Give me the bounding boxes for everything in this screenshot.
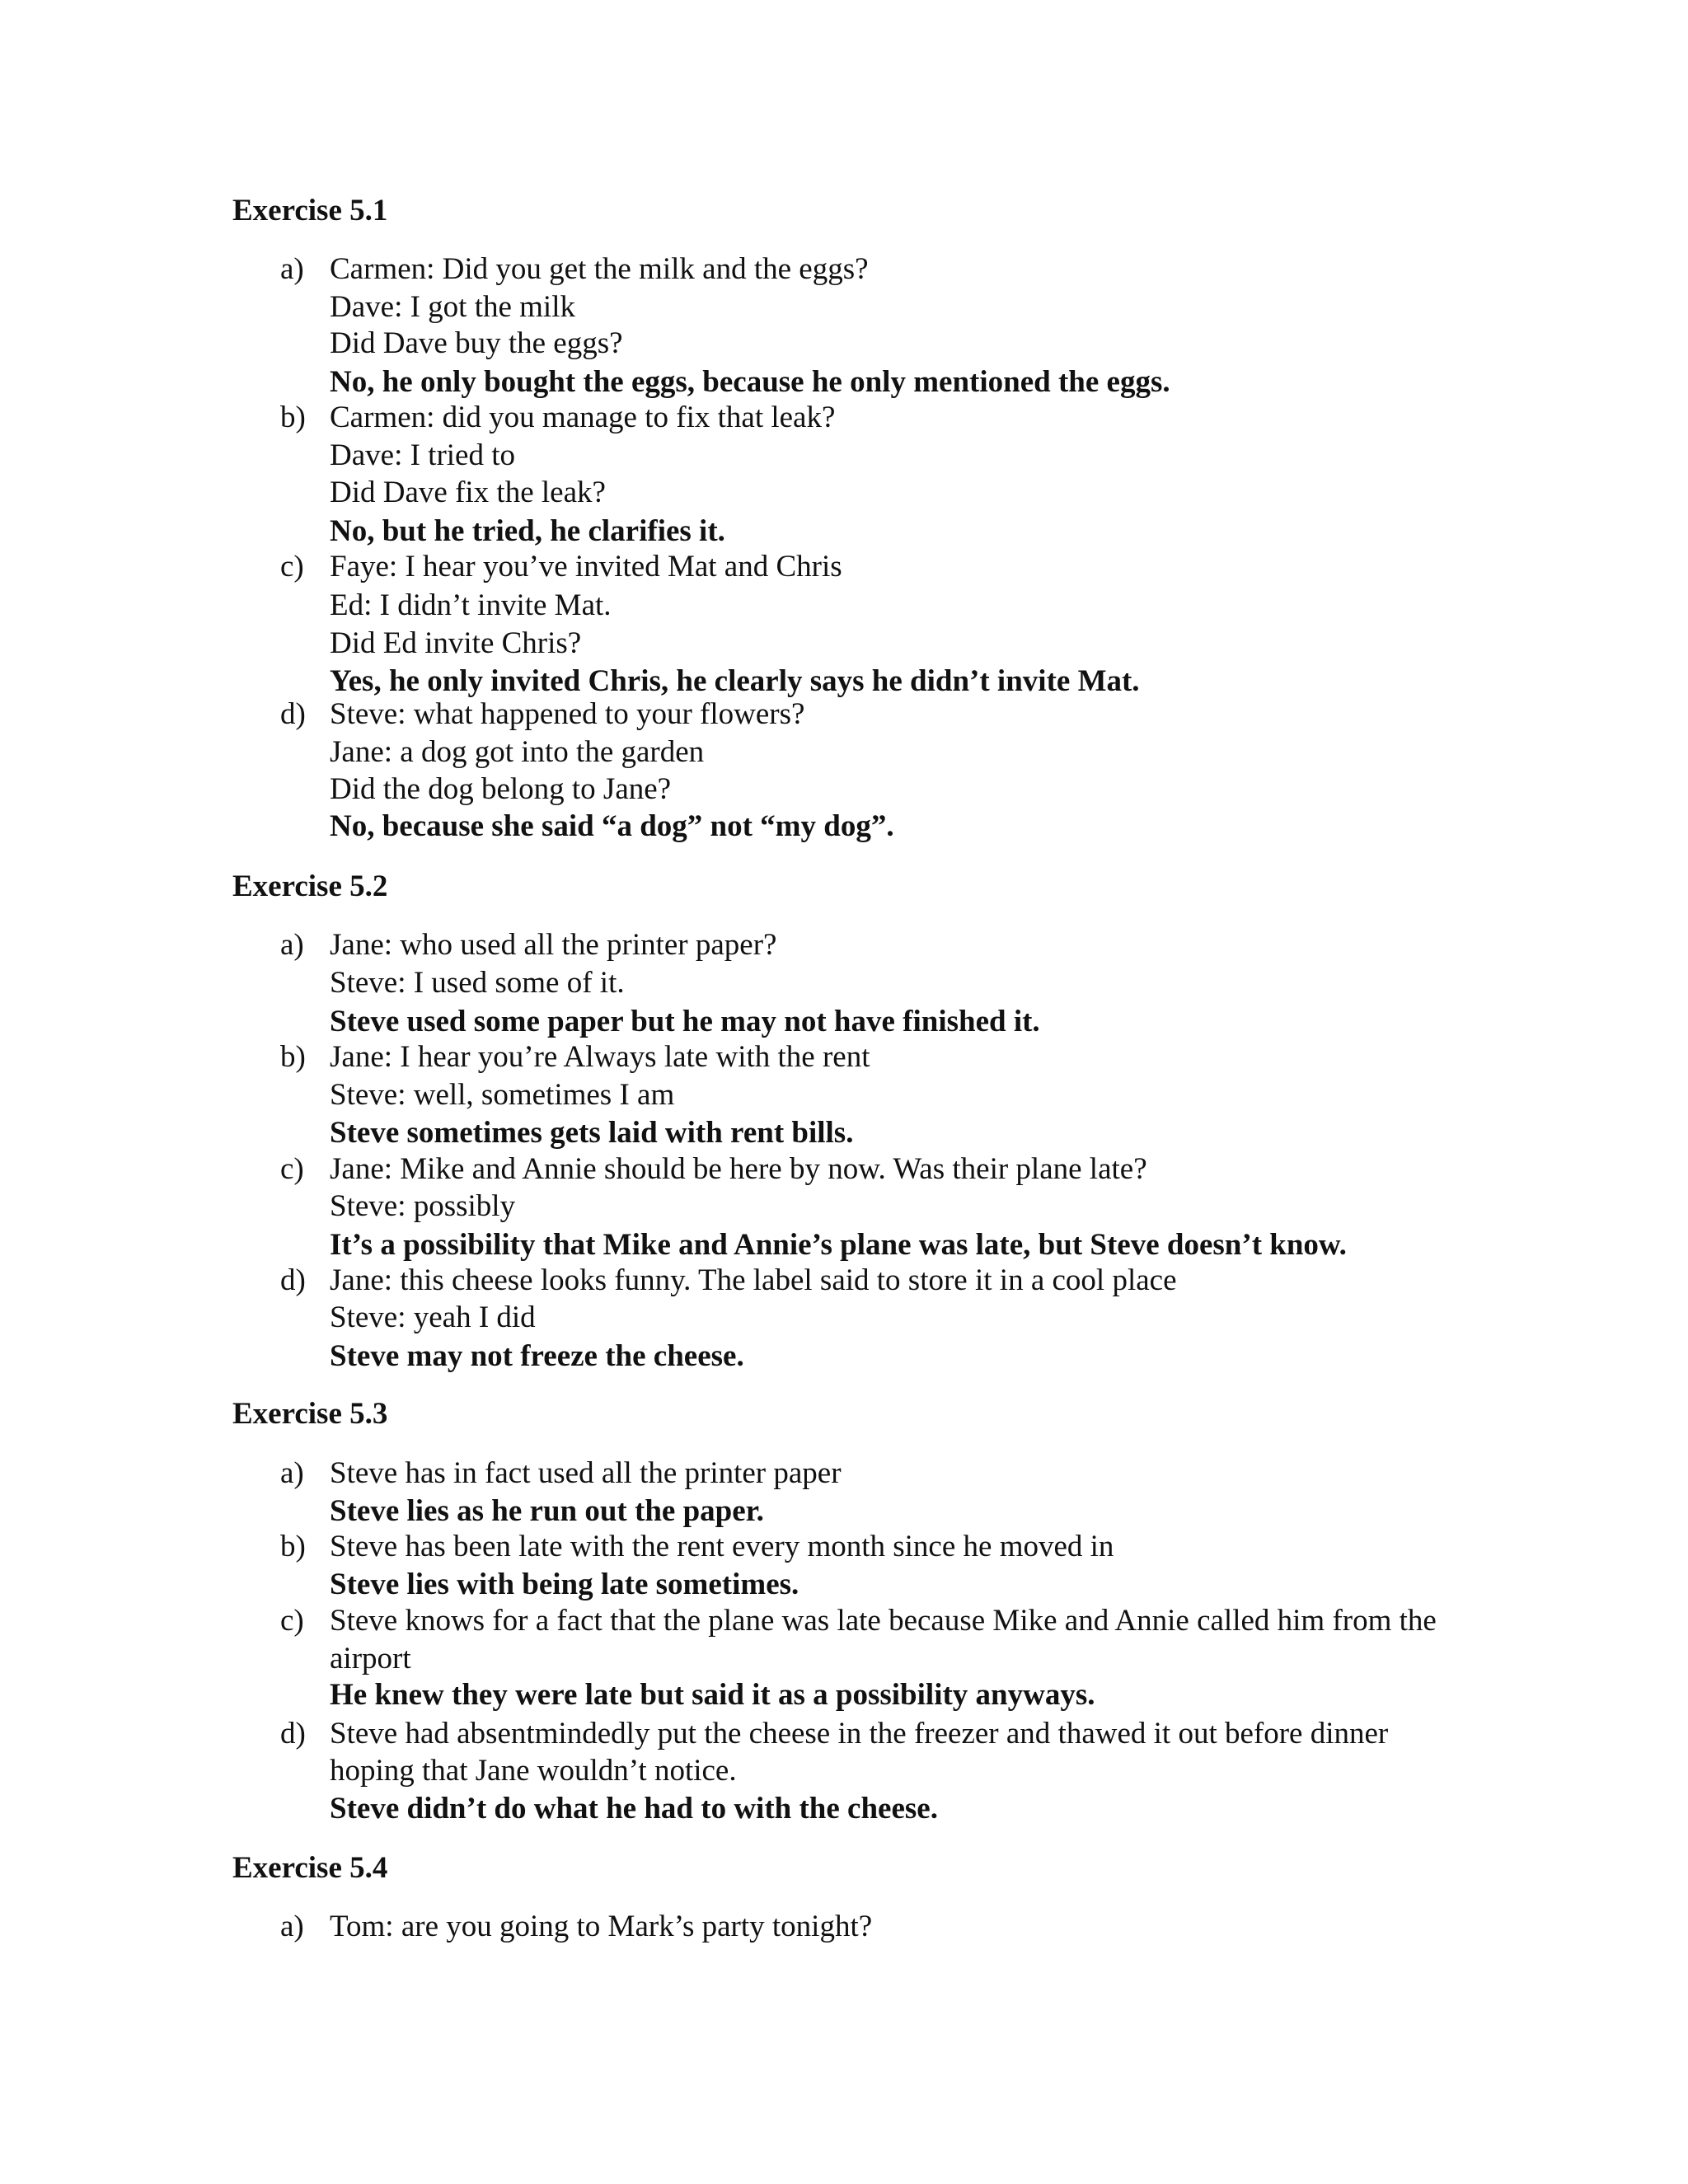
exercise-1-item-a-line: Did Dave buy the eggs?	[330, 326, 623, 360]
exercise-3-item-b-answer: Steve lies with being late sometimes.	[330, 1568, 799, 1601]
exercise-1-item-d-letter: d)	[280, 697, 306, 731]
exercise-2-item-c-answer: It’s a possibility that Mike and Annie’s plane was late, but Steve doesn’t know.	[330, 1228, 1347, 1262]
exercise-1-item-b-letter: b)	[280, 401, 306, 434]
exercise-2-item-c-letter: c)	[280, 1152, 304, 1186]
exercise-3-item-b-letter: b)	[280, 1530, 306, 1563]
exercise-2-item-b-letter: b)	[280, 1040, 306, 1074]
exercise-1-item-a-letter: a)	[280, 252, 304, 286]
exercise-2-item-b-line: Jane: I hear you’re Always late with the rent	[330, 1040, 870, 1074]
exercise-1-item-c-letter: c)	[280, 550, 304, 583]
exercise-2-item-d-letter: d)	[280, 1263, 306, 1297]
exercise-3-item-c-line: Steve knows for a fact that the plane was late because Mike and Annie called him from the	[330, 1604, 1437, 1638]
exercise-1-item-b-answer: No, but he tried, he clarifies it.	[330, 514, 725, 548]
exercise-3-item-b-line: Steve has been late with the rent every month since he moved in	[330, 1530, 1114, 1563]
exercise-3-item-a-letter: a)	[280, 1456, 304, 1490]
exercise-4-item-a-line: Tom: are you going to Mark’s party tonight?	[330, 1910, 873, 1943]
exercise-2-item-d-answer: Steve may not freeze the cheese.	[330, 1339, 744, 1373]
exercise-3-item-d-line: hoping that Jane wouldn’t notice.	[330, 1754, 737, 1788]
exercise-1-item-b-line: Did Dave fix the leak?	[330, 476, 606, 509]
exercise-2-item-c-line: Jane: Mike and Annie should be here by now. Was their plane late?	[330, 1152, 1147, 1186]
exercise-3-item-d-letter: d)	[280, 1717, 306, 1750]
exercise-1-item-d-answer: No, because she said “a dog” not “my dog”.	[330, 809, 894, 843]
exercise-2-item-a-answer: Steve used some paper but he may not have finished it.	[330, 1005, 1040, 1038]
exercise-2-item-b-answer: Steve sometimes gets laid with rent bills.	[330, 1116, 854, 1150]
exercise-1-item-a-line: Carmen: Did you get the milk and the eggs?	[330, 252, 869, 286]
exercise-3-item-a-answer: Steve lies as he run out the paper.	[330, 1494, 764, 1528]
exercise-1-item-c-answer: Yes, he only invited Chris, he clearly says he didn’t invite Mat.	[330, 664, 1140, 698]
exercise-3-item-d-answer: Steve didn’t do what he had to with the cheese.	[330, 1792, 938, 1825]
exercise-1-heading: Exercise 5.1	[232, 194, 388, 227]
exercise-1-item-c-line: Ed: I didn’t invite Mat.	[330, 588, 612, 622]
exercise-3-heading: Exercise 5.3	[232, 1397, 388, 1431]
exercise-1-item-d-line: Did the dog belong to Jane?	[330, 772, 672, 806]
exercise-3-item-d-line: Steve had absentmindedly put the cheese in the freezer and thawed it out before dinner	[330, 1717, 1389, 1750]
exercise-2-item-a-line: Steve: I used some of it.	[330, 966, 625, 1000]
exercise-2-item-d-line: Steve: yeah I did	[330, 1301, 536, 1334]
exercise-1-item-c-line: Faye: I hear you’ve invited Mat and Chris	[330, 550, 842, 583]
exercise-2-item-a-line: Jane: who used all the printer paper?	[330, 928, 777, 962]
exercise-3-item-c-line: airport	[330, 1642, 411, 1675]
exercise-1-item-b-line: Dave: I tried to	[330, 438, 515, 472]
exercise-2-item-b-line: Steve: well, sometimes I am	[330, 1078, 675, 1112]
exercise-1-item-b-line: Carmen: did you manage to fix that leak?	[330, 401, 836, 434]
exercise-4-heading: Exercise 5.4	[232, 1851, 388, 1885]
exercise-1-item-d-line: Jane: a dog got into the garden	[330, 735, 705, 769]
exercise-3-item-a-line: Steve has in fact used all the printer paper	[330, 1456, 842, 1490]
exercise-2-item-d-line: Jane: this cheese looks funny. The label said to store it in a cool place	[330, 1263, 1177, 1297]
exercise-3-item-c-answer: He knew they were late but said it as a possibility anyways.	[330, 1678, 1095, 1712]
exercise-2-heading: Exercise 5.2	[232, 869, 388, 903]
exercise-4-item-a-letter: a)	[280, 1910, 304, 1943]
exercise-2-item-a-letter: a)	[280, 928, 304, 962]
exercise-1-item-a-line: Dave: I got the milk	[330, 290, 575, 324]
exercise-1-item-c-line: Did Ed invite Chris?	[330, 626, 582, 660]
exercise-2-item-c-line: Steve: possibly	[330, 1189, 516, 1223]
exercise-1-item-a-answer: No, he only bought the eggs, because he only mentioned the eggs.	[330, 365, 1170, 399]
exercise-3-item-c-letter: c)	[280, 1604, 304, 1638]
exercise-1-item-d-line: Steve: what happened to your flowers?	[330, 697, 805, 731]
